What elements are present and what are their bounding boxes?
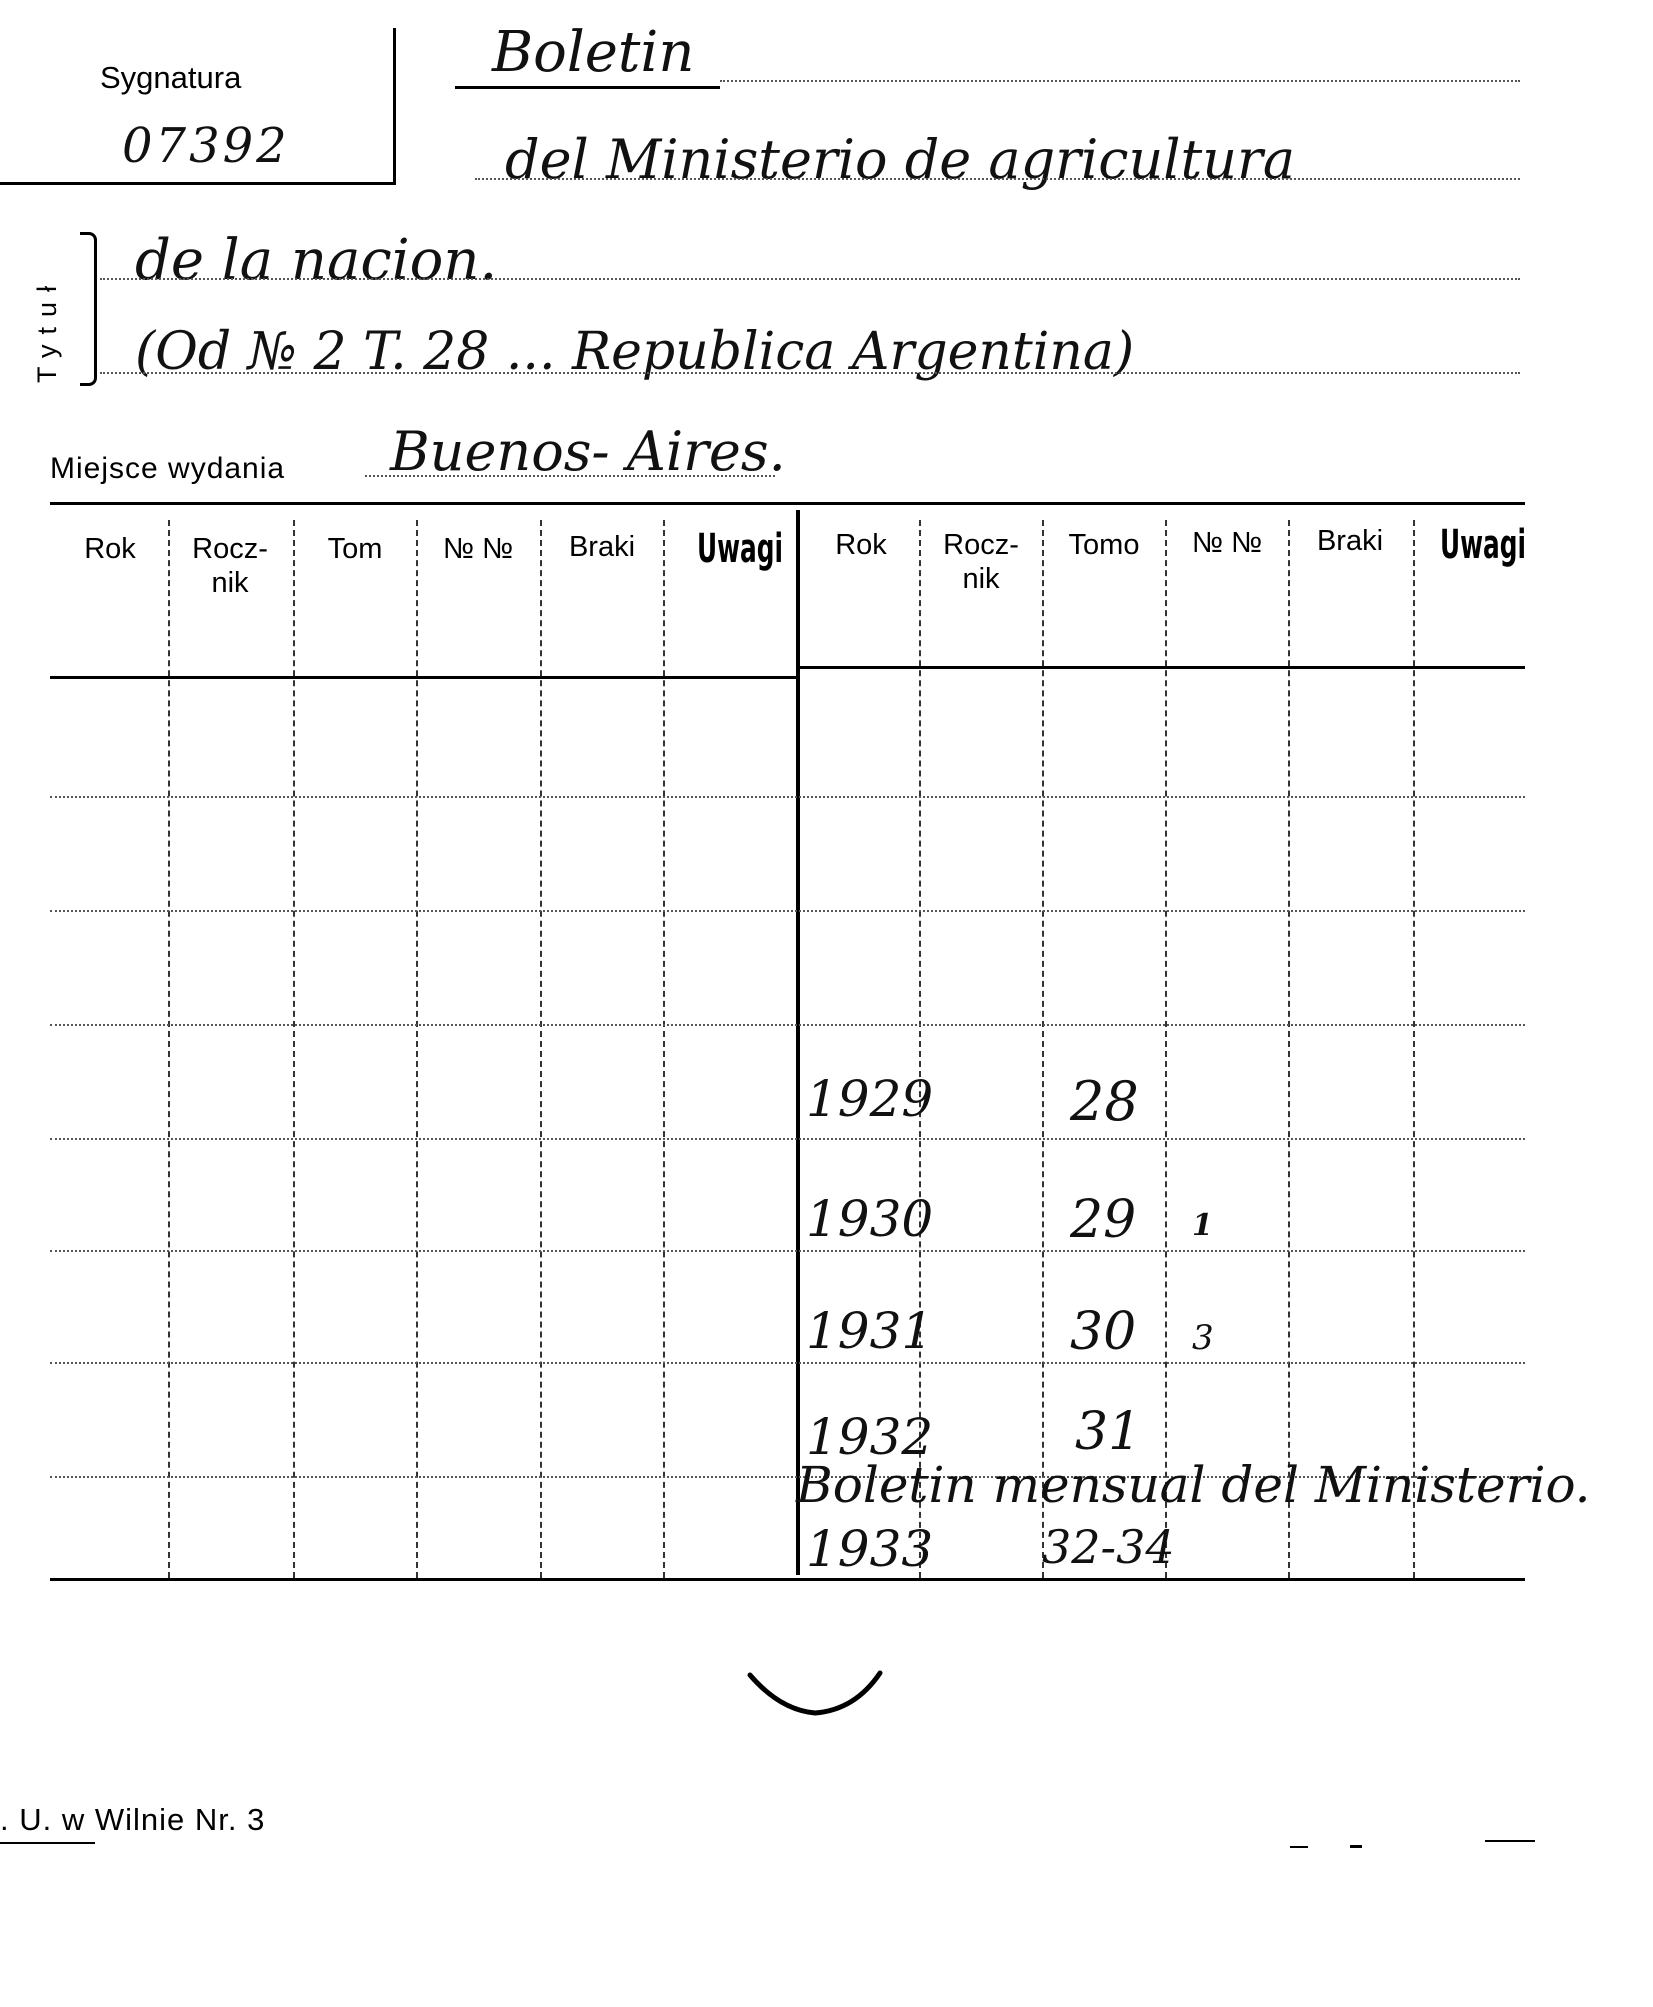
title-line-3: de la nacion. (135, 228, 498, 293)
row-guide (50, 910, 1525, 912)
col-header-braki: Braki (568, 531, 636, 563)
col-sep (1042, 520, 1044, 1578)
table-header-rule-left (50, 676, 800, 679)
col-header-tomo: Tomo (1068, 529, 1140, 561)
col-header-numbers: № № (442, 533, 514, 565)
row-guide (50, 796, 1525, 798)
title-underline (455, 86, 720, 89)
col-header-uwagi: Uwagi (697, 526, 784, 572)
title-line-2: del Ministerio de agricultura (505, 128, 1296, 191)
title-line-4: (Od № 2 T. 28 ... Republica Argentina) (135, 322, 1135, 382)
col-header-rok: Rok (84, 533, 136, 565)
table-top-rule (50, 502, 1525, 505)
col-sep (1165, 520, 1167, 1578)
signature-number: 07392 (122, 118, 290, 174)
entry-tom: 30 (1070, 1302, 1137, 1362)
col-header-rok-right: Rok (835, 529, 887, 561)
stray-mark (1350, 1845, 1362, 1848)
row-guide (50, 1138, 1525, 1140)
col-sep (416, 520, 418, 1578)
col-sep (1413, 520, 1415, 1578)
title-guide-4 (100, 372, 1520, 374)
title-guide-2 (475, 178, 1520, 180)
signature-label: Sygnatura (100, 60, 242, 95)
place-value: Buenos- Aires. (390, 420, 786, 483)
col-header-rocznik: Rocz- nik (192, 533, 268, 599)
stray-mark (1485, 1840, 1535, 1842)
row-guide (50, 1024, 1525, 1026)
table-center-divider (796, 510, 800, 1575)
col-sep (1288, 520, 1290, 1578)
table-header-rule-right (797, 666, 1525, 669)
stray-mark (1290, 1846, 1308, 1848)
entry-rok: 1931 (806, 1302, 934, 1360)
footer-imprint: . U. w Wilnie Nr. 3 (0, 1802, 266, 1837)
col-sep (663, 520, 665, 1578)
table-bottom-rule (50, 1578, 1525, 1581)
title-brace (80, 232, 97, 386)
col-header-uwagi-right: Uwagi (1440, 522, 1527, 568)
entry-tom: 32-34 (1042, 1520, 1175, 1574)
entry-nr: 1 (1192, 1208, 1213, 1243)
entry-nr: 3 (1192, 1318, 1214, 1358)
col-sep (540, 520, 542, 1578)
flourish-mark (740, 1665, 890, 1725)
title-guide-3 (100, 278, 1520, 280)
row-guide (50, 1362, 1525, 1364)
entry-tom: 31 (1075, 1402, 1142, 1462)
footer-underline (0, 1842, 95, 1844)
col-header-numbers-right: № № (1191, 527, 1263, 559)
row-guide (50, 1250, 1525, 1252)
entry-rok: 1929 (806, 1070, 934, 1128)
col-sep (293, 520, 295, 1578)
entry-rok: 1933 (806, 1520, 934, 1578)
signature-box-right (393, 28, 396, 185)
entry-rok: 1930 (806, 1190, 934, 1248)
title-label: Tytuł (32, 275, 62, 383)
col-header-rocznik-right: Rocz- nik (943, 529, 1019, 595)
place-guide (365, 475, 775, 477)
col-header-tom: Tom (327, 533, 383, 565)
title-line-1: Boletin (492, 20, 695, 85)
col-header-braki-right: Braki (1316, 525, 1384, 557)
title-guide-1 (720, 80, 1520, 82)
col-sep (168, 520, 170, 1578)
place-label: Miejsce wydania (50, 452, 286, 485)
entry-note: Boletin mensual del Ministerio. (796, 1456, 1591, 1514)
entry-rok: 1932 (806, 1408, 934, 1466)
signature-box-bottom (0, 182, 396, 185)
entry-tom: 29 (1070, 1190, 1137, 1250)
entry-tom: 28 (1070, 1070, 1139, 1133)
